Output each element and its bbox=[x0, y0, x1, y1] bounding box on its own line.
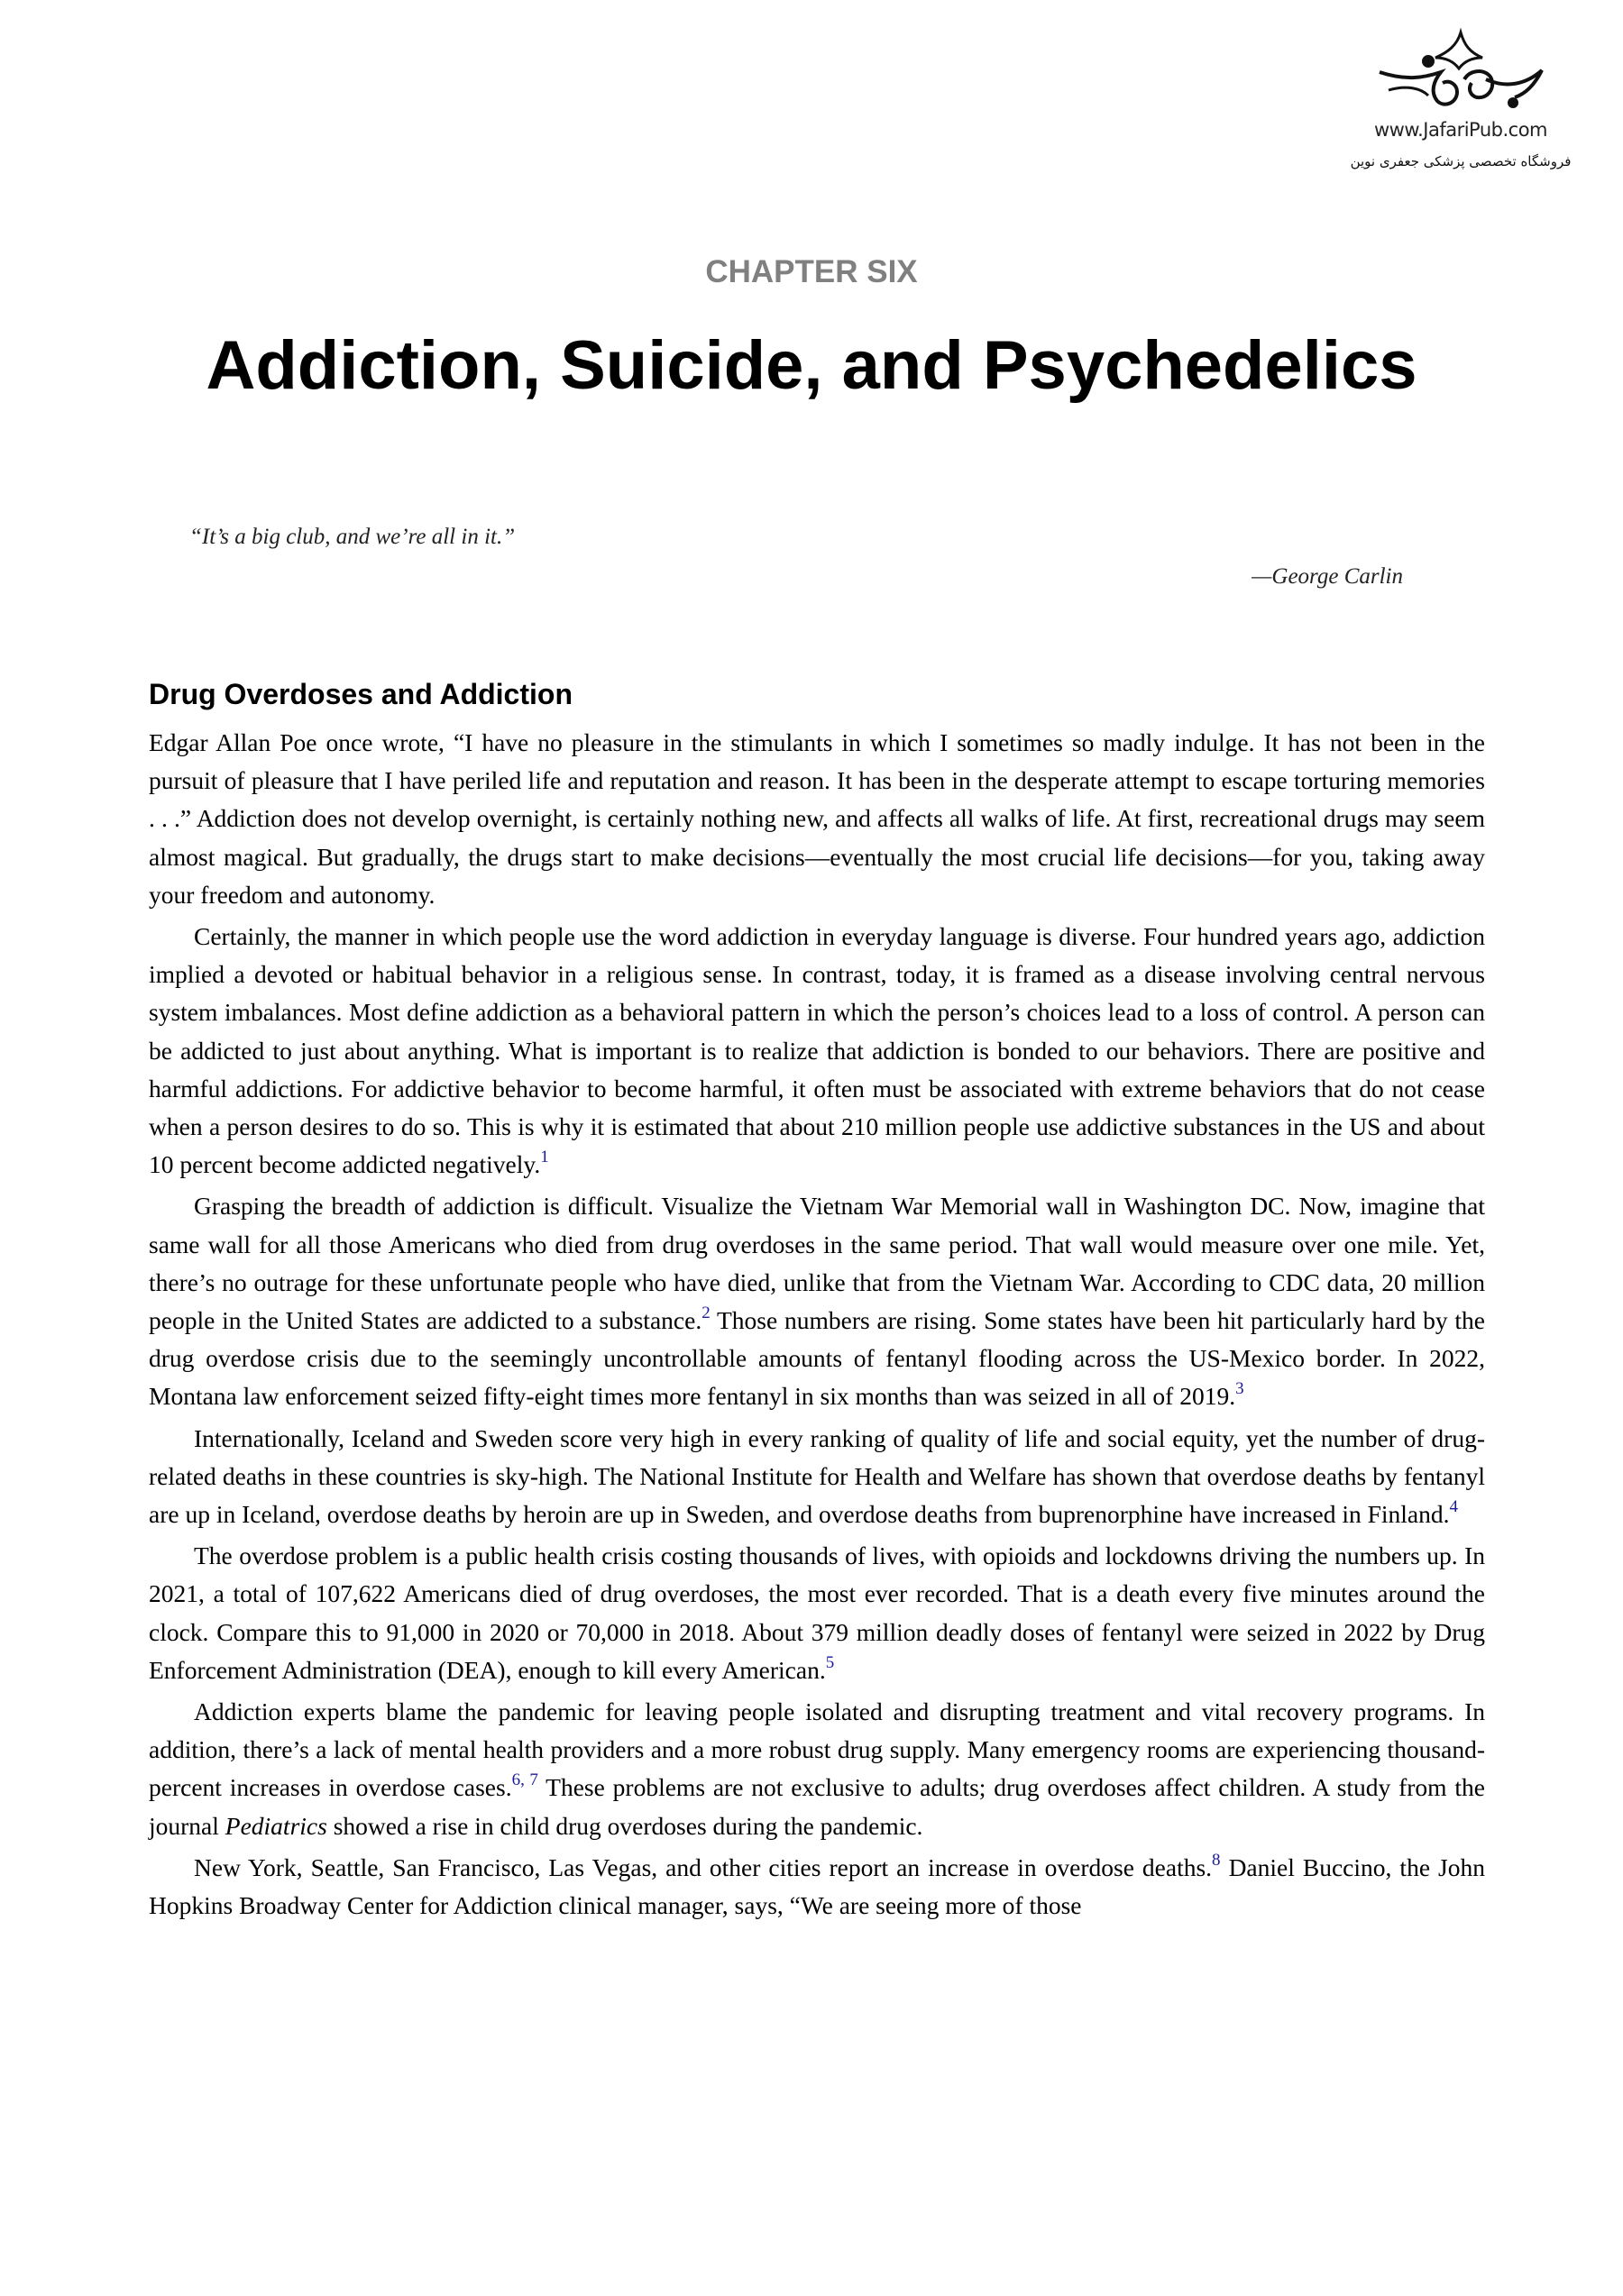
chapter-label: CHAPTER SIX bbox=[705, 254, 918, 289]
jafaripub-logo-icon bbox=[1371, 25, 1551, 115]
section-heading: Drug Overdoses and Addiction bbox=[149, 678, 573, 710]
footnote-ref[interactable]: 5 bbox=[825, 1652, 835, 1672]
paragraph-text: Internationally, Iceland and Sweden score very high in every ranking of quality of life and social equity, yet the number of drug-related deaths in these countries is sky-high. The National Institute for Health and Welfare has shown that overdose deaths by fentanyl are up in Iceland, overdose deaths by heroin are up in Sweden, and overdose deaths from buprenorphine have increased in Finland. bbox=[149, 1423, 1485, 1529]
footnote-ref[interactable]: 1 bbox=[540, 1148, 549, 1167]
paragraph-text: These problems are not exclusive to adults; drug overdoses affect children. A study from the journal bbox=[149, 1773, 1485, 1840]
paragraph bbox=[149, 1420, 1485, 1534]
paragraph-text: showed a rise in child drug overdoses during the pandemic. bbox=[326, 1811, 923, 1840]
paragraph-text: Certainly, the manner in which people use the word addiction in everyday language is diverse. Four hundred years ago, addiction implied a devoted or habitual behavior in a religious sense. In contrast, today, it is framed as a disease involving central nervous system imbalances. Most define addiction as a behavioral pattern in which the person’s choices lead to a loss of control. A person can be addicted to just about anything. What is important is to realize that addiction is bonded to our behaviors. There are positive and harmful addictions. For addictive behavior to become harmful, it often must be associated with extreme behaviors that do not cease when a person desires to do so. This is why it is estimated that about 210 million people use addictive substances in the US and about 10 percent become addicted negatively. bbox=[149, 922, 1485, 1179]
chapter-title: Addiction, Suicide, and Psychedelics bbox=[206, 327, 1417, 404]
paragraph-text: Addiction experts blame the pandemic for leaving people isolated and disrupting treatment and vital recovery programs. In addition, there’s a lack of mental health providers and a more robust drug supply. Many emergency rooms are experiencing thousand-percent increases in overdose cases. bbox=[149, 1697, 1485, 1802]
paragraph-text: New York, Seattle, San Francisco, Las Vegas, and other cities report an increase in overdose deaths. bbox=[194, 1852, 1213, 1881]
paragraph bbox=[149, 724, 1485, 914]
footnote-ref[interactable]: 7 bbox=[529, 1770, 538, 1790]
paragraph-text: Those numbers are rising. Some states have been hit particularly hard by the drug overdose crisis due to the seemingly uncontrollable amounts of fentanyl flooding across the US-Mexico border. In 2022, Montana law enforcement seized fifty-eight times more fentanyl in six months than was seized in all of 2019. bbox=[149, 1306, 1485, 1411]
paragraph bbox=[149, 1187, 1485, 1415]
footnote-ref[interactable]: 8 bbox=[1212, 1850, 1221, 1870]
footnote-ref[interactable]: 3 bbox=[1235, 1379, 1244, 1399]
paragraph bbox=[149, 1849, 1485, 1925]
footnote-ref[interactable]: 2 bbox=[701, 1304, 711, 1323]
paragraph bbox=[149, 1537, 1485, 1689]
paragraph bbox=[149, 1693, 1485, 1845]
body-text bbox=[149, 724, 1485, 1928]
paragraph-text: Grasping the breadth of addiction is difficult. Visualize the Vietnam War Memorial wall in Washington DC. Now, imagine that same wall for all those Americans who died from drug overdoses in the same period. That wall would measure over one mile. Yet, there’s no outrage for these unfortunate people who have died, unlike that from the Vietnam War. According to CDC data, 20 million people in the United States are addicted to a substance. bbox=[149, 1192, 1485, 1335]
epigraph-attribution: —George Carlin bbox=[1252, 564, 1403, 589]
footnote-ref[interactable]: 6, bbox=[511, 1770, 525, 1790]
paragraph-text: Daniel Buccino, the John Hopkins Broadway Center for Addiction clinical manager, says, “We are seeing more of those bbox=[149, 1852, 1485, 1920]
paragraph-text: Edgar Allan Poe once wrote, “I have no pleasure in the stimulants in which I sometimes so madly indulge. It has not been in the pursuit of pleasure that I have periled life and reputation and reason. It has been in the desperate attempt to escape torturing memories . . .” Addiction does not develop overnight, is certainly nothing new, and affects all walks of life. At first, recreational drugs may seem almost magical. But gradually, the drugs start to make decisions—eventually the most crucial life decisions—for you, taking away your freedom and autonomy. bbox=[149, 728, 1485, 909]
paragraph-text: The overdose problem is a public health crisis costing thousands of lives, with opioids and lockdowns driving the numbers up. In 2021, a total of 107,622 Americans died of drug overdoses, the most ever recorded. That is a death every five minutes around the clock. Compare this to 91,000 in 2020 or 70,000 in 2018. About 379 million deadly doses of fentanyl were seized in 2022 by Drug Enforcement Administration (DEA), enough to kill every American. bbox=[149, 1541, 1485, 1684]
publisher-url[interactable]: www.JafariPub.com bbox=[1373, 119, 1548, 141]
journal-name: Pediatrics bbox=[225, 1811, 327, 1840]
publisher-logo-block bbox=[1334, 25, 1587, 169]
epigraph-quote: “It’s a big club, and we’re all in it.” bbox=[189, 525, 516, 549]
paragraph bbox=[149, 918, 1485, 1184]
publisher-tagline: فروشگاه تخصصی پزشکی جعفری نوین bbox=[1350, 153, 1572, 169]
footnote-ref[interactable]: 4 bbox=[1449, 1497, 1459, 1517]
